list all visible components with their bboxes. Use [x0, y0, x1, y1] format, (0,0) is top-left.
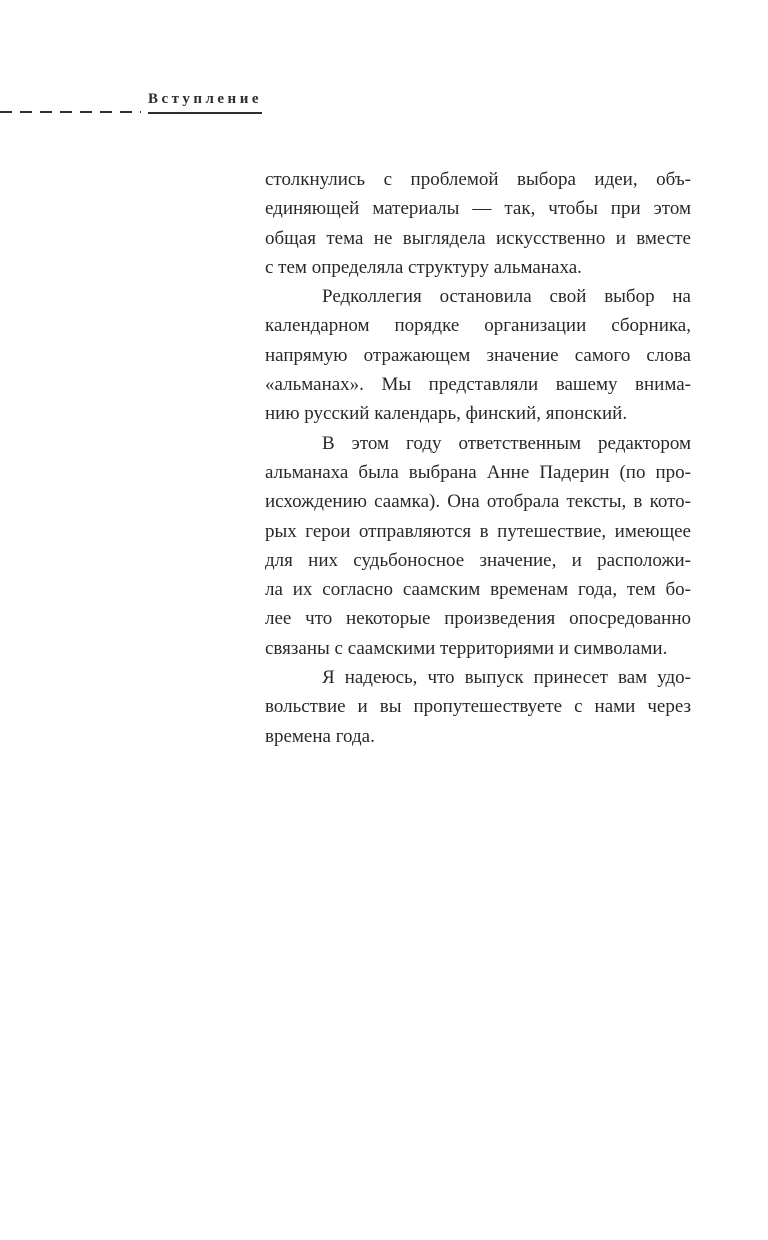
text-line: Я надеюсь, что выпуск принесет вам удо- [322, 667, 691, 689]
text-line: лее что некоторые произведения опосредованно [265, 608, 691, 630]
chapter-header [0, 0, 768, 130]
text-line: общая тема не выглядела искусственно и вместе [265, 227, 691, 249]
text-line: Редколлегия остановила свой выбор на [322, 286, 691, 308]
text-line: с тем определяла структуру альманаха. [265, 256, 582, 278]
text-line: календарном порядке организации сборника, [265, 315, 691, 337]
text-line: В этом году ответственным редактором [322, 432, 691, 454]
text-line: для них судьбоносное значение, и расположи- [265, 549, 691, 571]
dashed-rule [0, 111, 141, 113]
text-line: напрямую отражающем значение самого слова [265, 344, 691, 366]
text-line: связаны с саамскими территориями и символами. [265, 637, 668, 659]
text-line: рых герои отправляются в путешествие, имеющее [265, 520, 691, 542]
text-line: альманаха была выбрана Анне Падерин (по про- [265, 461, 691, 483]
text-line: исхождению саамка). Она отобрала тексты, в кото- [265, 491, 691, 513]
text-line: нию русский календарь, финский, японский. [265, 403, 628, 425]
text-line: единяющей материалы — так, чтобы при этом [265, 198, 691, 220]
text-line: столкнулись с проблемой выбора идеи, объ- [265, 169, 691, 190]
text-line: времена года. [265, 725, 375, 747]
body-text [265, 165, 691, 751]
text-line: вольствие и вы пропутешествуете с нами через [265, 696, 691, 718]
text-line: «альманах». Мы представляли вашему внима- [265, 374, 691, 396]
text-line: ла их согласно саамским временам года, тем бо- [265, 579, 691, 601]
chapter-title: Вступление [148, 92, 262, 114]
